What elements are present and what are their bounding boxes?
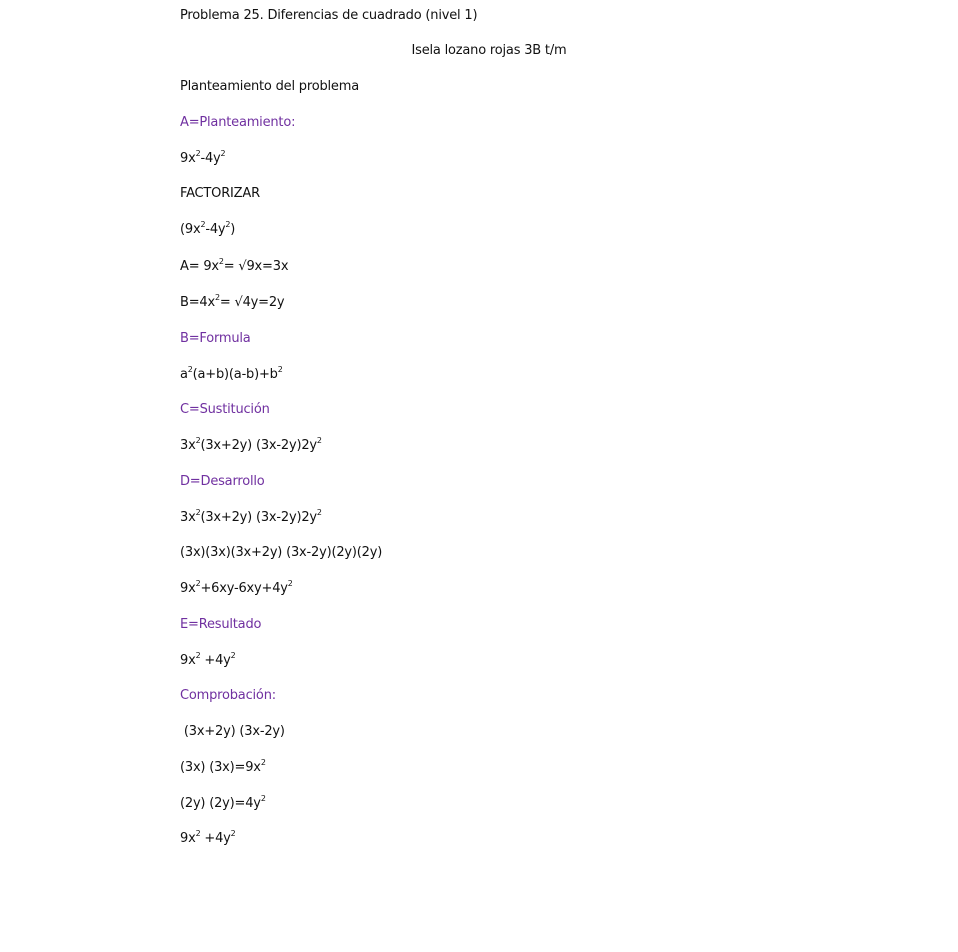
section-heading-a: A=Planteamiento:: [180, 115, 296, 130]
author-line: Isela lozano rojas 3B t/m: [411, 43, 567, 58]
factor-label: FACTORIZAR: [180, 186, 260, 201]
development-line-3: $9x^2+6xy-6xy+4y^2$: [180, 579, 293, 596]
document-title: Problema 25. Diferencias de cuadrado (nivel 1): [180, 8, 478, 23]
expression-factor: $(9x^2-4y^2)$: [180, 220, 236, 237]
substitution-line: $3x^2(3x+2y)$ $(3x-2y)2y^2$: [180, 436, 322, 453]
root-b-line: $B=4x^2= √4y=2y$: [180, 293, 285, 310]
formula-line: $a^2(a+b)(a-b)+b^2$: [180, 365, 283, 382]
section-heading-check: Comprobación:: [180, 688, 276, 703]
section-heading-c: C=Sustitución: [180, 402, 270, 417]
development-line-2: (3x)(3x)(3x+2y) (3x-2y)(2y)(2y): [180, 545, 383, 560]
check-line-3: (2y) $(2y)=4y^2$: [180, 794, 266, 811]
check-line-1: (3x+2y) (3x-2y): [180, 724, 285, 739]
section-heading-d: D=Desarrollo: [180, 474, 265, 489]
result-line: $9x^2 +4y^2$: [180, 651, 236, 668]
check-line-2: (3x) $(3x)=9x^2$: [180, 758, 266, 775]
section-heading-b: B=Formula: [180, 331, 251, 346]
problem-setup-label: Planteamiento del problema: [180, 79, 359, 94]
root-a-line: $A= 9x^2= √9x=3x$: [180, 257, 289, 274]
check-line-4: $9x^2 +4y^2$: [180, 829, 236, 846]
section-heading-e: E=Resultado: [180, 617, 262, 632]
development-line-1: $3x^2(3x+2y)$ $(3x-2y)2y^2$: [180, 508, 322, 525]
expression-a: $9x^2-4y^2$: [180, 149, 226, 166]
